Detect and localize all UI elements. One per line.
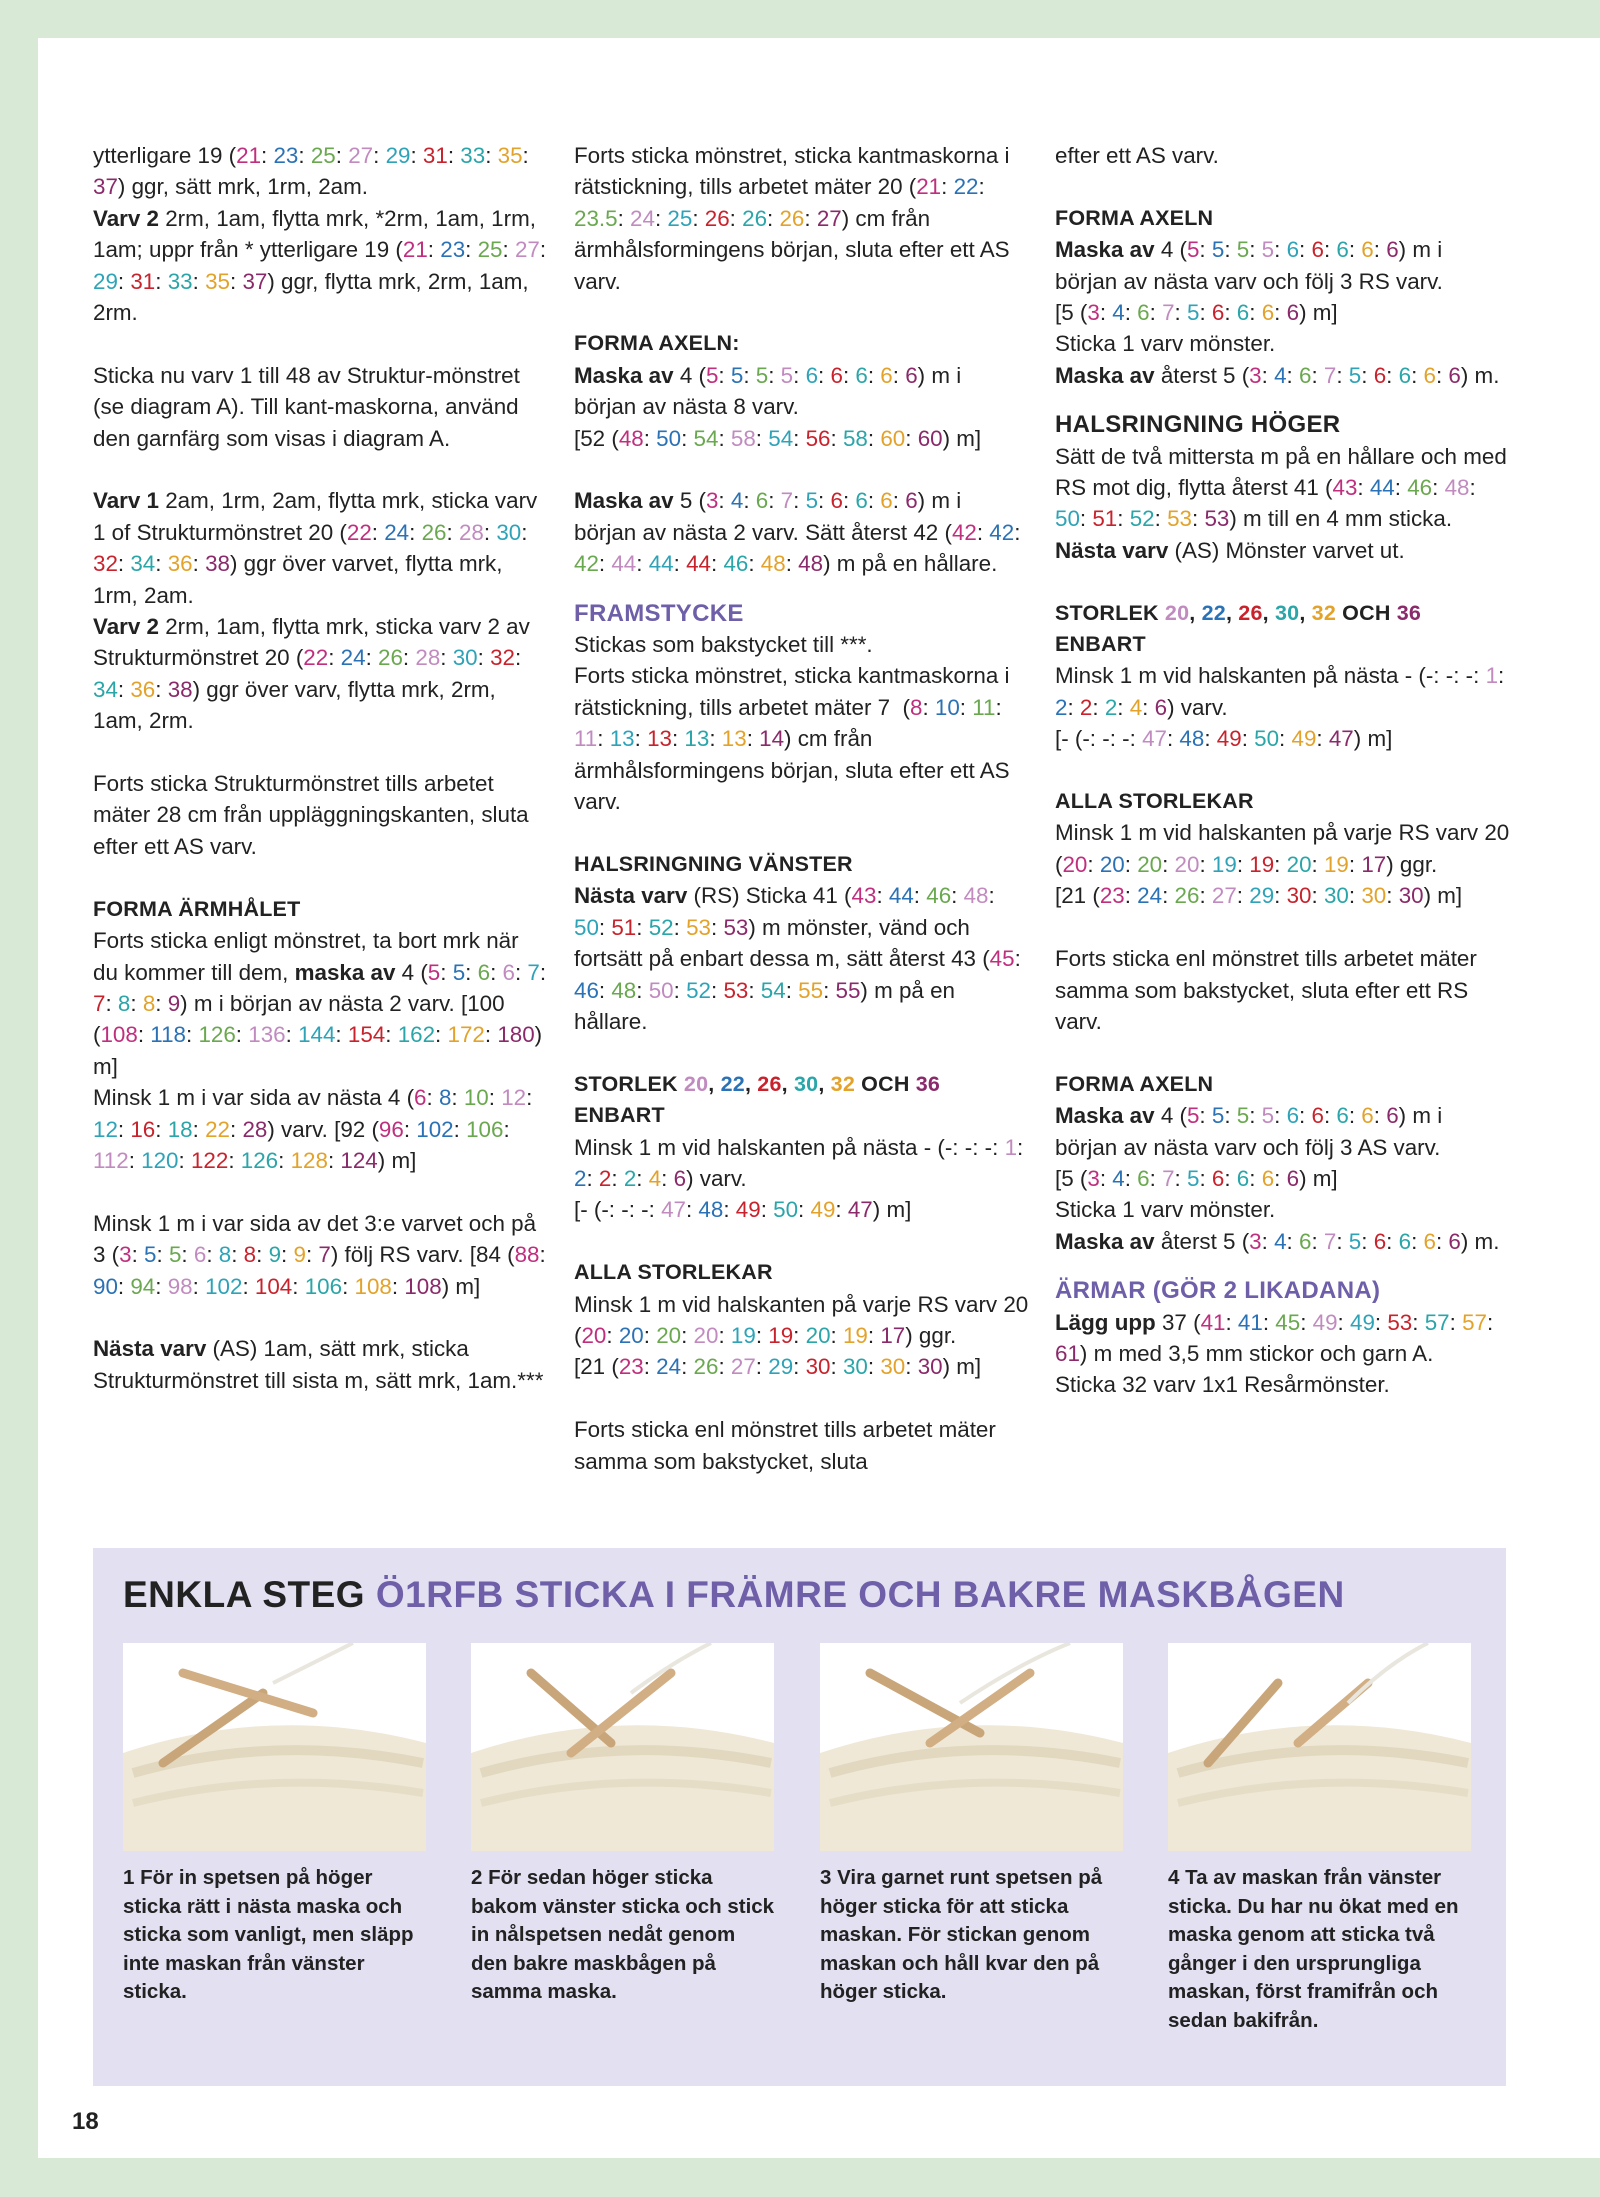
column-right: efter ett AS varv. FORMA AXELN Maska av 4 (5: 5: 5: 5: 6: 6: 6: 6: 6) m i början av nästa varv och följ 3 RS varv. [5 (3: 4: 6: 7: 5: 6: 6: 6: 6) m] Sticka 1 varv mönster. Maska av återst 5 (3: 4: 6: 7: 5: 6: 6: 6: 6) m. HALSRINGNING HÖGER Sätt de två mittersta m på en hållare och med RS mot dig, flytta återst 41 (43: 44: 46: 48: 50: 51: 52: 53: 53) m till en 4 mm sticka. Nästa varv (AS) Mönster varvet ut. STORLEK 20, 22, 26, 30, 32 OCH 36 ENBART Minsk 1 m vid halskanten på nästa - (-: -: -: 1: 2: 2: 2: 4: 6) varv. [- (-: -: -: 47: 48: 49: 50: 49: 47) m] ALLA STORLEKAR Minsk 1 m vid halskanten på varje RS varv 20 (20: 20: 20: 20: 19: 19: 20: 19: 17) ggr. [21 (23: 24: 26: 27: 29: 30: 30: 30: 30) m] Forts sticka enl mönstret tills arbetet mäter samma som bakstycket, sluta efter ett RS varv. FORMA AXELN Maska av 4 (5: 5: 5: 5: 6: 6: 6: 6: 6) m i början av nästa varv och följ 3 AS varv. [5 (3: 4: 6: 7: 5: 6: 6: 6: 6) m] Sticka 1 varv mönster. Maska av återst 5 (3: 4: 6: 7: 5: 6: 6: 6: 6) m. ÄRMAR (GÖR 2 LIKADANA) Lägg upp 37 (41: 41: 45: 49: 49: 53: 57: 57: 61) m med 3,5 mm stickor och garn A. Sticka 32 varv 1x1 Resårmönster. bbox=[1055, 143, 1510, 1398]
step-2 bbox=[471, 1864, 776, 2007]
step-1 bbox=[123, 1864, 428, 2007]
step-number: 2 bbox=[471, 1866, 483, 1889]
page-number: 18 bbox=[72, 2108, 99, 2135]
tutorial-panel bbox=[93, 1548, 1506, 2086]
step-text: Ta av maskan från vänster sticka. Du har nu ökat med en maska genom att sticka två gånger i den ursprungliga maskan, först framifrån och sedan bakifrån. bbox=[1168, 1866, 1459, 2032]
step-4 bbox=[1168, 1864, 1473, 2036]
step-3 bbox=[820, 1864, 1125, 2007]
column-middle: Forts sticka mönstret, sticka kantmaskorna i rätstickning, tills arbetet mäter 20 (21: 22: 23.5: 24: 25: 26: 26: 26: 27) cm från ärmhålsformingens början, sluta efter ett AS varv. FORMA AXELN: Maska av 4 (5: 5: 5: 5: 6: 6: 6: 6: 6) m i början av nästa 8 varv. [52 (48: 50: 54: 58: 54: 56: 58: 60: 60) m] Maska av 5 (3: 4: 6: 7: 5: 6: 6: 6: 6) m i början av nästa 2 varv. Sätt återst 42 (42: 42: 42: 44: 44: 44: 46: 48: 48) m på en hållare. FRAMSTYCKE Stickas som bakstycket till ***. Forts sticka mönstret, sticka kantmaskorna i rätstickning, tills arbetet mäter 7 (8: 10: 11: 11: 13: 13: 13: 13: 14) cm från ärmhålsformingens början, sluta efter ett AS varv. HALSRINGNING VÄNSTER Nästa varv (RS) Sticka 41 (43: 44: 46: 48: 50: 51: 52: 53: 53) m mönster, vänd och fortsätt på enbart dessa m, sätt återst 43 (45: 46: 48: 50: 52: 53: 54: 55: 55) m på en hållare. STORLEK 20, 22, 26, 30, 32 OCH 36 ENBART Minsk 1 m vid halskanten på nästa - (-: -: -: 1: 2: 2: 2: 4: 6) varv. [- (-: -: -: 47: 48: 49: 50: 49: 47) m] ALLA STORLEKAR Minsk 1 m vid halskanten på varje RS varv 20 (20: 20: 20: 20: 19: 19: 20: 19: 17) ggr. [21 (23: 24: 26: 27: 29: 30: 30: 30: 30) m] Forts sticka enl mönstret tills arbetet mäter samma som bakstycket, sluta bbox=[574, 143, 1029, 1474]
panel-title bbox=[123, 1574, 1345, 1616]
step-text: För in spetsen på höger sticka rätt i nästa maska och sticka som vanligt, men släpp inte maskan från vänster sticka. bbox=[123, 1866, 414, 2004]
step-text: Vira garnet runt spetsen på höger sticka för att sticka maskan. För stickan genom maskan och håll kvar den på höger sticka. bbox=[820, 1866, 1103, 2004]
panel-title-code: Ö1RFB bbox=[375, 1574, 504, 1615]
step-number: 3 bbox=[820, 1866, 832, 1889]
step-photo-4 bbox=[1168, 1643, 1471, 1851]
step-number: 4 bbox=[1168, 1866, 1180, 1889]
step-text: För sedan höger sticka bakom vänster sticka och stick in nålspetsen nedåt genom den bakre maskbågen på samma maska. bbox=[471, 1866, 775, 2004]
step-photo-1 bbox=[123, 1643, 426, 1851]
panel-title-rest: STICKA I FRÄMRE OCH BAKRE MASKBÅGEN bbox=[514, 1574, 1345, 1615]
panel-title-prefix: ENKLA STEG bbox=[123, 1574, 366, 1615]
step-number: 1 bbox=[123, 1866, 135, 1889]
step-photo-2 bbox=[471, 1643, 774, 1851]
column-left: ytterligare 19 (21: 23: 25: 27: 29: 31: 33: 35: 37) ggr, sätt mrk, 1rm, 2am. Varv 2 2rm, 1am, flytta mrk, *2rm, 1am, 1rm, 1am; uppr från * ytterligare 19 (21: 23: 25: 27: 29: 31: 33: 35: 37) ggr, flytta mrk, 2rm, 1am, 2rm. Sticka nu varv 1 till 48 av Struktur-mönstret (se diagram A). Till kant-maskorna, använd den garnfärg som visas i diagram A. Varv 1 2am, 1rm, 2am, flytta mrk, sticka varv 1 of Strukturmönstret 20 (22: 24: 26: 28: 30: 32: 34: 36: 38) ggr över varvet, flytta mrk, 1rm, 2am. Varv 2 2rm, 1am, flytta mrk, sticka varv 2 av Strukturmönstret 20 (22: 24: 26: 28: 30: 32: 34: 36: 38) ggr över varv, flytta mrk, 2rm, 1am, 2rm. Forts sticka Strukturmönstret tills arbetet mäter 28 cm från uppläggningskanten, sluta efter ett AS varv. FORMA ÄRMHÅLET Forts sticka enligt mönstret, ta bort mrk när du kommer till dem, maska av 4 (5: 5: 6: 6: 7: 7: 8: 8: 9) m i början av nästa 2 varv. [100 (108: 118: 126: 136: 144: 154: 162: 172: 180) m] Minsk 1 m i var sida av nästa 4 (6: 8: 10: 12: 12: 16: 18: 22: 28) varv. [92 (96: 102: 106: 112: 120: 122: 126: 128: 124) m] Minsk 1 m i var sida av det 3:e varvet och på 3 (3: 5: 5: 6: 8: 8: 9: 9: 7) följ RS varv. [84 (88: 90: 94: 98: 102: 104: 106: 108: 108) m] Nästa varv (AS) 1am, sätt mrk, sticka Strukturmönstret till sista m, sätt mrk, 1am.*** bbox=[93, 143, 547, 1393]
step-photo-3 bbox=[820, 1643, 1123, 1851]
